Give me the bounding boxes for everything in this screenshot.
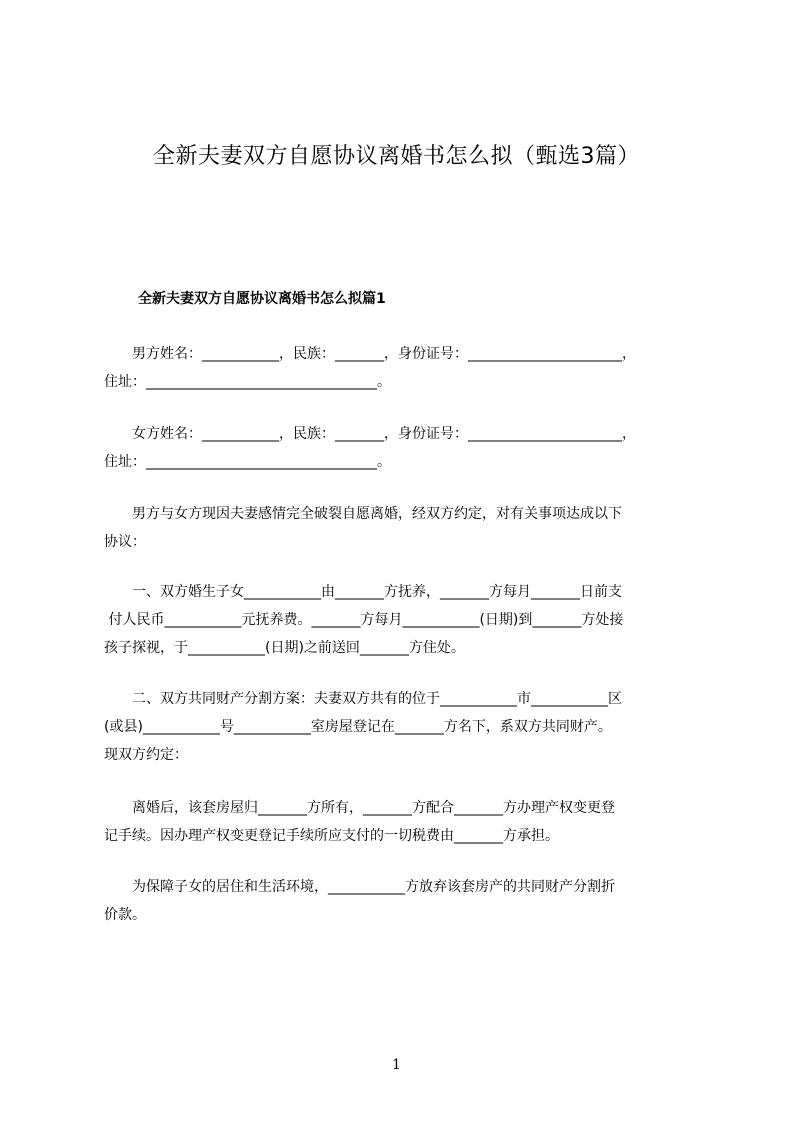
paragraph-child-custody [104, 578, 704, 662]
paragraph-line: 孩子探视，于___________(日期)之前送回_______方住处。 [104, 640, 465, 656]
paragraph-line: 记手续。因办理产权变更登记手续所应支付的一切税费由_______方承担。 [104, 828, 559, 844]
paragraph-line: 价款。 [104, 907, 146, 923]
paragraph-house-ownership [104, 794, 704, 850]
paragraph-line: 为保障子女的居住和生活环境，___________方放弃该套房产的共同财产分割折 [104, 879, 615, 895]
document-title: 全新夫妻双方自愿协议离婚书怎么拟（甄选3篇） [153, 144, 640, 169]
paragraph-female-info [104, 420, 704, 476]
paragraph-waiver [104, 873, 704, 929]
paragraph-line: 一、双方婚生子女___________由_______方抚养，_______方每月_______日前支 [104, 584, 622, 600]
paragraph-line: 现双方约定： [104, 747, 188, 763]
paragraph-line: 二、双方共同财产分割方案：夫妻双方共有的位于___________市___________区 [104, 691, 622, 707]
paragraph-line: 协议： [104, 534, 146, 550]
page-number: 1 [392, 1057, 401, 1073]
paragraph-line: 住址：_________________________________。 [104, 374, 391, 390]
paragraph-male-info [104, 340, 704, 396]
paragraph-line: 住址：_________________________________。 [104, 454, 391, 470]
paragraph-agreement-intro [104, 500, 704, 556]
paragraph-property-division [104, 685, 704, 769]
paragraph-line: (或县)___________号___________室房屋登记在_______方名下，系双方共同财产。 [104, 719, 612, 735]
paragraph-line: 女方姓名：___________，民族：_______，身份证号：______________________， [104, 426, 636, 442]
paragraph-line: 离婚后，该套房屋归_______方所有，_______方配合_______方办理产权变更登 [104, 800, 615, 816]
section-heading: 全新夫妻双方自愿协议离婚书怎么拟篇1 [138, 291, 386, 307]
paragraph-line: 男方姓名：___________，民族：_______，身份证号：______________________， [104, 346, 636, 362]
paragraph-line: 男方与女方现因夫妻感情完全破裂自愿离婚，经双方约定，对有关事项达成以下 [104, 506, 622, 522]
paragraph-line: 付人民币___________元抚养费。_______方每月___________(日期)到_______方处接 [104, 612, 624, 628]
